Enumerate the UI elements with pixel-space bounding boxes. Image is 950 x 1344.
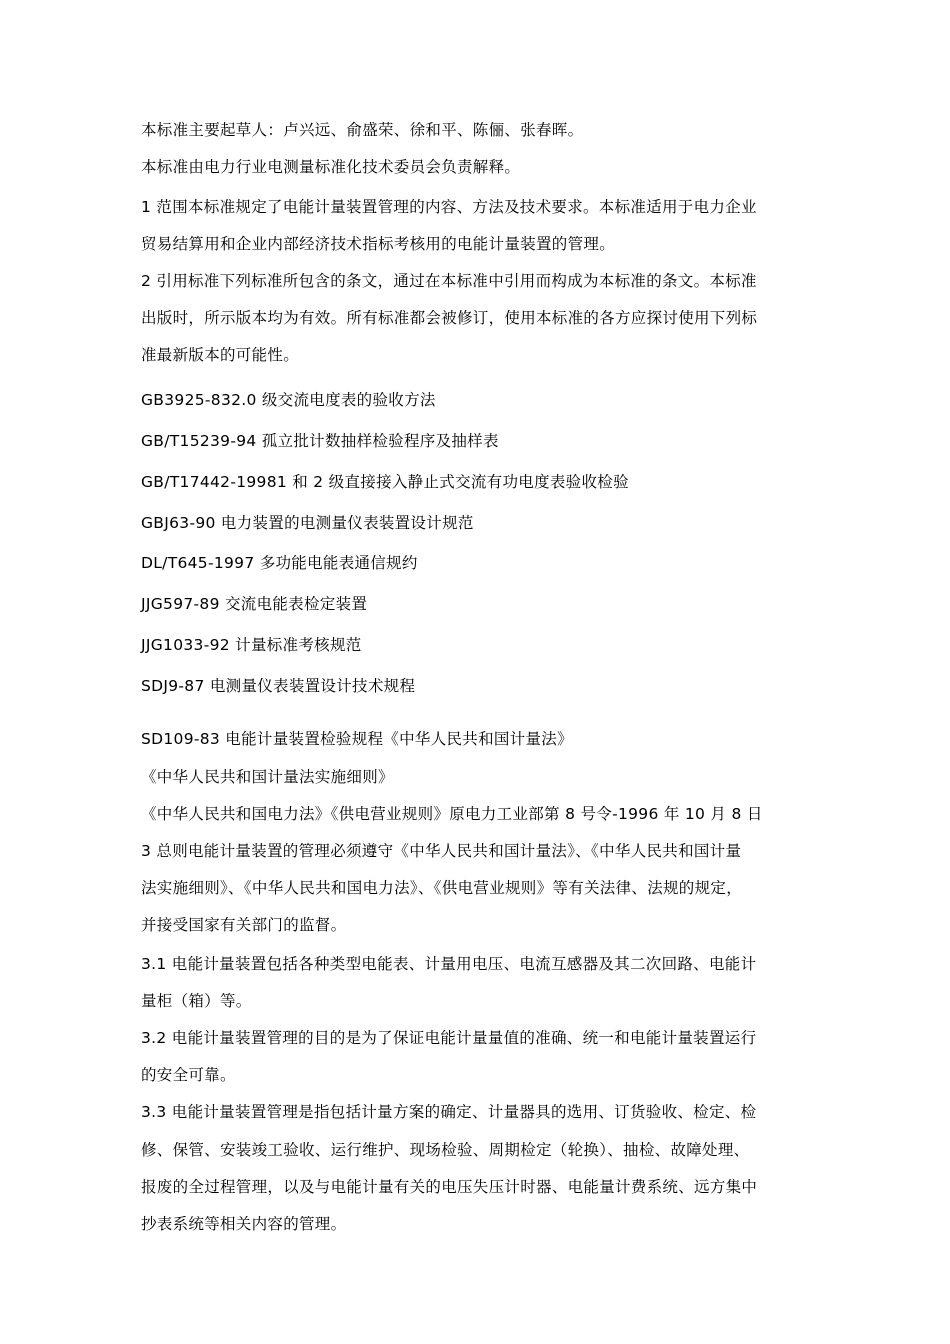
text-line: 本标准由电力行业电测量标准化技术委员会负责解释。 [141, 158, 521, 176]
text-line: 2 引用标准下列标准所包含的条文，通过在本标准中引用而构成为本标准的条文。本标准 [141, 272, 757, 290]
text-line: 修、保管、安装竣工验收、运行维护、现场检验、周期检定（轮换）、抽检、故障处理、 [141, 1141, 750, 1159]
text-line: GB/T15239-94 孤立批计数抽样检验程序及抽样表 [141, 432, 499, 450]
text-line: 抄表系统等相关内容的管理。 [141, 1215, 347, 1233]
text-line: JJG1033-92 计量标准考核规范 [141, 636, 362, 654]
text-line: DL/T645-1997 多功能电能表通信规约 [141, 554, 418, 572]
text-line: 1 范围本标准规定了电能计量装置管理的内容、方法及技术要求。本标准适用于电力企业 [141, 198, 757, 216]
text-line: 法实施细则》、《中华人民共和国电力法》、《供电营业规则》等有关法律、法规的规定， [141, 879, 743, 897]
text-line: GB/T17442-19981 和 2 级直接接入静止式交流有功电度表验收检验 [141, 473, 629, 491]
text-line: JJG597-89 交流电能表检定装置 [141, 595, 368, 613]
text-line: 3.1 电能计量装置包括各种类型电能表、计量用电压、电流互感器及其二次回路、电能计 [141, 955, 757, 973]
text-line: 3 总则电能计量装置的管理必须遵守《中华人民共和国计量法》、《中华人民共和国计量 [141, 842, 742, 860]
text-line: 并接受国家有关部门的监督。 [141, 916, 347, 934]
text-line: 《中华人民共和国计量法实施细则》 [141, 768, 394, 786]
text-line: 本标准主要起草人：卢兴远、俞盛荣、徐和平、陈俪、张春晖。 [141, 121, 584, 139]
text-line: 出版时，所示版本均为有效。所有标准都会被修订，使用本标准的各方应探讨使用下列标 [141, 309, 758, 327]
text-line: 的安全可靠。 [141, 1066, 236, 1084]
text-line: 量柜（箱）等。 [141, 992, 252, 1010]
text-line: GBJ63-90 电力装置的电测量仪表装置设计规范 [141, 514, 474, 532]
text-line: 贸易结算用和企业内部经济技术指标考核用的电能计量装置的管理。 [141, 235, 616, 253]
text-line: GB3925-832.0 级交流电度表的验收方法 [141, 391, 436, 409]
text-line: 3.3 电能计量装置管理是指包括计量方案的确定、计量器具的选用、订货验收、检定、检 [141, 1103, 757, 1121]
text-line: 报废的全过程管理，以及与电能计量有关的电压失压计时器、电能量计费系统、远方集中 [141, 1178, 758, 1196]
text-line: 3.2 电能计量装置管理的目的是为了保证电能计量量值的准确、统一和电能计量装置运行 [141, 1029, 757, 1047]
text-line: 准最新版本的可能性。 [141, 346, 300, 364]
text-line: SDJ9-87 电测量仪表装置设计技术规程 [141, 677, 416, 695]
text-line: SD109-83 电能计量装置检验规程《中华人民共和国计量法》 [141, 730, 573, 748]
text-line: 《中华人民共和国电力法》《供电营业规则》原电力工业部第 8 号令-1996 年 10 月 8 日 [141, 805, 763, 823]
